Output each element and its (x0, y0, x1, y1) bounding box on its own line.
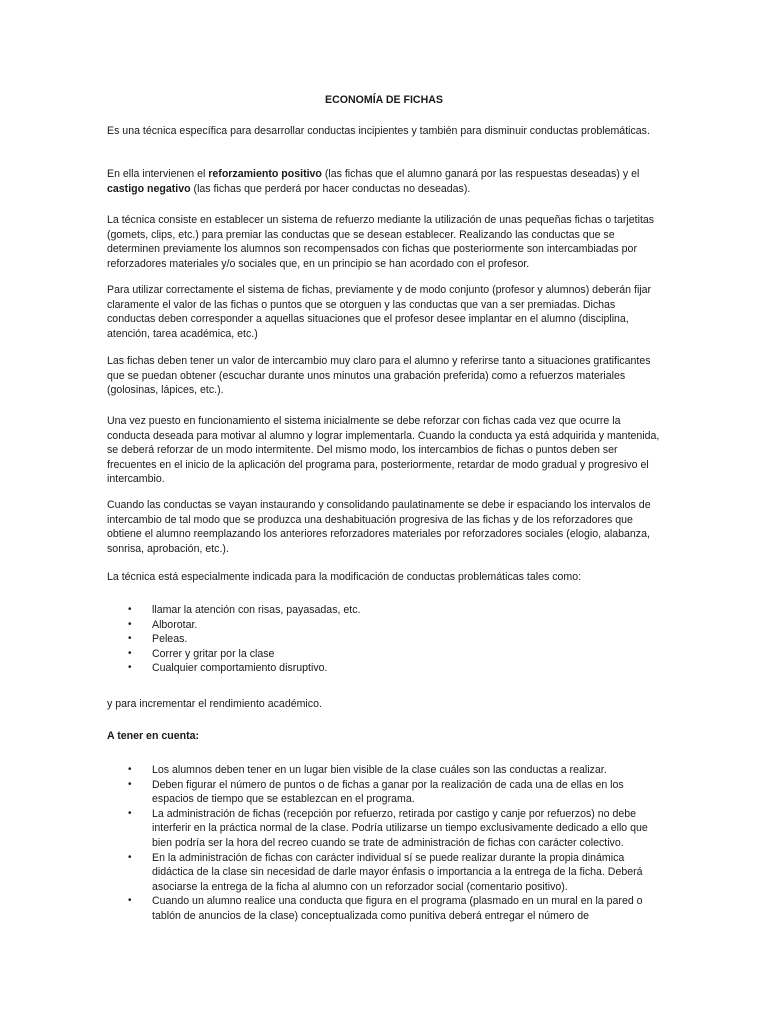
bullet-icon: • (128, 618, 132, 630)
list-item: • llamar la atención con risas, payasadas, etc. (128, 604, 361, 616)
bullet-icon: • (128, 851, 132, 863)
list-item: • Cualquier comportamiento disruptivo. (128, 662, 328, 675)
list-item: • Cuando un alumno realice una conducta que figura en el programa (plasmado en un mural en la pared o tablón de anuncios de la clase) conceptualizada como punitiva deberá entregar el número de (128, 895, 643, 922)
paragraph-9: y para incrementar el rendimiento académico. (107, 698, 322, 710)
list-item: • Los alumnos deben tener en un lugar bien visible de la clase cuáles son las conductas a realizar. (128, 764, 607, 776)
paragraph-6: Una vez puesto en funcionamiento el sistema inicialmente se debe reforzar con fichas cada vez que ocurre la conducta deseada para motivar al alumno y lograr implementarla. Cuando la conducta ya está adquirida y mantenida, se deberá reforzar de un modo intermitente. Del mismo modo, los intercambios de fichas o puntos deben ser frecuentes en el inicio de la aplicación del programa para, posteriormente, retardar de modo gradual y progresivo el intercambio. (107, 415, 660, 486)
list-item: • Correr y gritar por la clase (128, 647, 275, 660)
paragraph-2-text-2: (las fichas que el alumno ganará por las respuestas deseadas) y el (321, 168, 640, 180)
section-heading: A tener en cuenta: (107, 730, 200, 742)
paragraph-3: La técnica consiste en establecer un sistema de refuerzo mediante la utilización de unas pequeñas fichas o tarjetitas (gomets, clips, etc.) para premiar las conductas que se desean establecer. Realizando las conductas que se determinen previamente los alumnos son recompensados con fichas que posteriormente son intercambiadas por reforzadores materiales y/o sociales que, en un principio se han acordado con el profesor. (107, 214, 655, 270)
paragraph-2-text-1: En ella intervienen el (107, 168, 209, 180)
considerations-list (107, 763, 663, 924)
bullet-icon: • (128, 895, 132, 907)
bullet-icon: • (128, 604, 132, 615)
paragraph-2 (107, 167, 663, 196)
term-castigo-negativo: castigo negativo (107, 182, 191, 195)
page-title: ECONOMÍA DE FICHAS (325, 94, 443, 106)
behavior-list (107, 603, 663, 676)
list-item: • Alborotar. (128, 618, 198, 631)
bullet-icon: • (128, 764, 132, 775)
list-item: • Peleas. (128, 633, 188, 646)
bullet-icon: • (128, 662, 132, 674)
list-item: • Deben figurar el número de puntos o de fichas a ganar por la realización de cada una de ellas en los espacios de tiempo que se establezcan en el programa. (128, 778, 624, 806)
paragraph-2-text-3: (las fichas que perderá por hacer conductas no deseadas). (190, 182, 471, 195)
paragraph-7: Cuando las conductas se vayan instaurando y consolidando paulatinamente se debe ir espaciando los intervalos de intercambio de tal modo que se produzca una deshabituación progresiva de las fichas y de los reforzadores que obtiene el alumno reemplazando los anteriores reforzadores materiales por reforzadores sociales (elogio, alabanza, sonrisa, aprobación, etc.). (107, 499, 651, 555)
paragraph-4: Para utilizar correctamente el sistema de fichas, previamente y de modo conjunto (profesor y alumnos) deberán fijar claramente el valor de las fichas o puntos que se otorguen y las conductas que van a ser premiadas. Dichas conductas deben corresponder a aquellas situaciones que el profesor desee implantar en el alumno (disciplina, atención, tarea académica, etc.) (107, 284, 652, 340)
list-item: • En la administración de fichas con carácter individual sí se puede realizar durante la propia dinámica didáctica de la clase sin necesidad de darle mayor énfasis o importancia a la entrega de la ficha. Deberá asociarse la entrega de la ficha al alumno con un reforzador social (comentario positivo). (128, 851, 643, 893)
bullet-icon: • (128, 633, 132, 645)
bullet-icon: • (128, 807, 132, 819)
paragraph-8: La técnica está especialmente indicada para la modificación de conductas problemáticas tales como: (107, 571, 582, 583)
paragraph-5: Las fichas deben tener un valor de intercambio muy claro para el alumno y referirse tanto a situaciones gratificantes que se puedan obtener (escuchar durante unos minutos una grabación preferida) como a refuerzos materiales (golosinas, lápices, etc.). (107, 355, 651, 397)
list-item: • La administración de fichas (recepción por refuerzo, retirada por castigo y canje por refuerzos) no debe interferir en la práctica normal de la clase. Podría utilizarse un tiempo exclusivamente dedicado a ello que bien podría ser la hora del recreo cuando se trate de administración de fichas con carácter colectivo. (128, 807, 648, 849)
bullet-icon: • (128, 647, 132, 659)
term-reforzamiento-positivo: reforzamiento positivo (208, 168, 322, 180)
paragraph-1: Es una técnica específica para desarrollar conductas incipientes y también para disminuir conductas problemáticas. (107, 125, 650, 137)
bullet-icon: • (128, 778, 132, 790)
